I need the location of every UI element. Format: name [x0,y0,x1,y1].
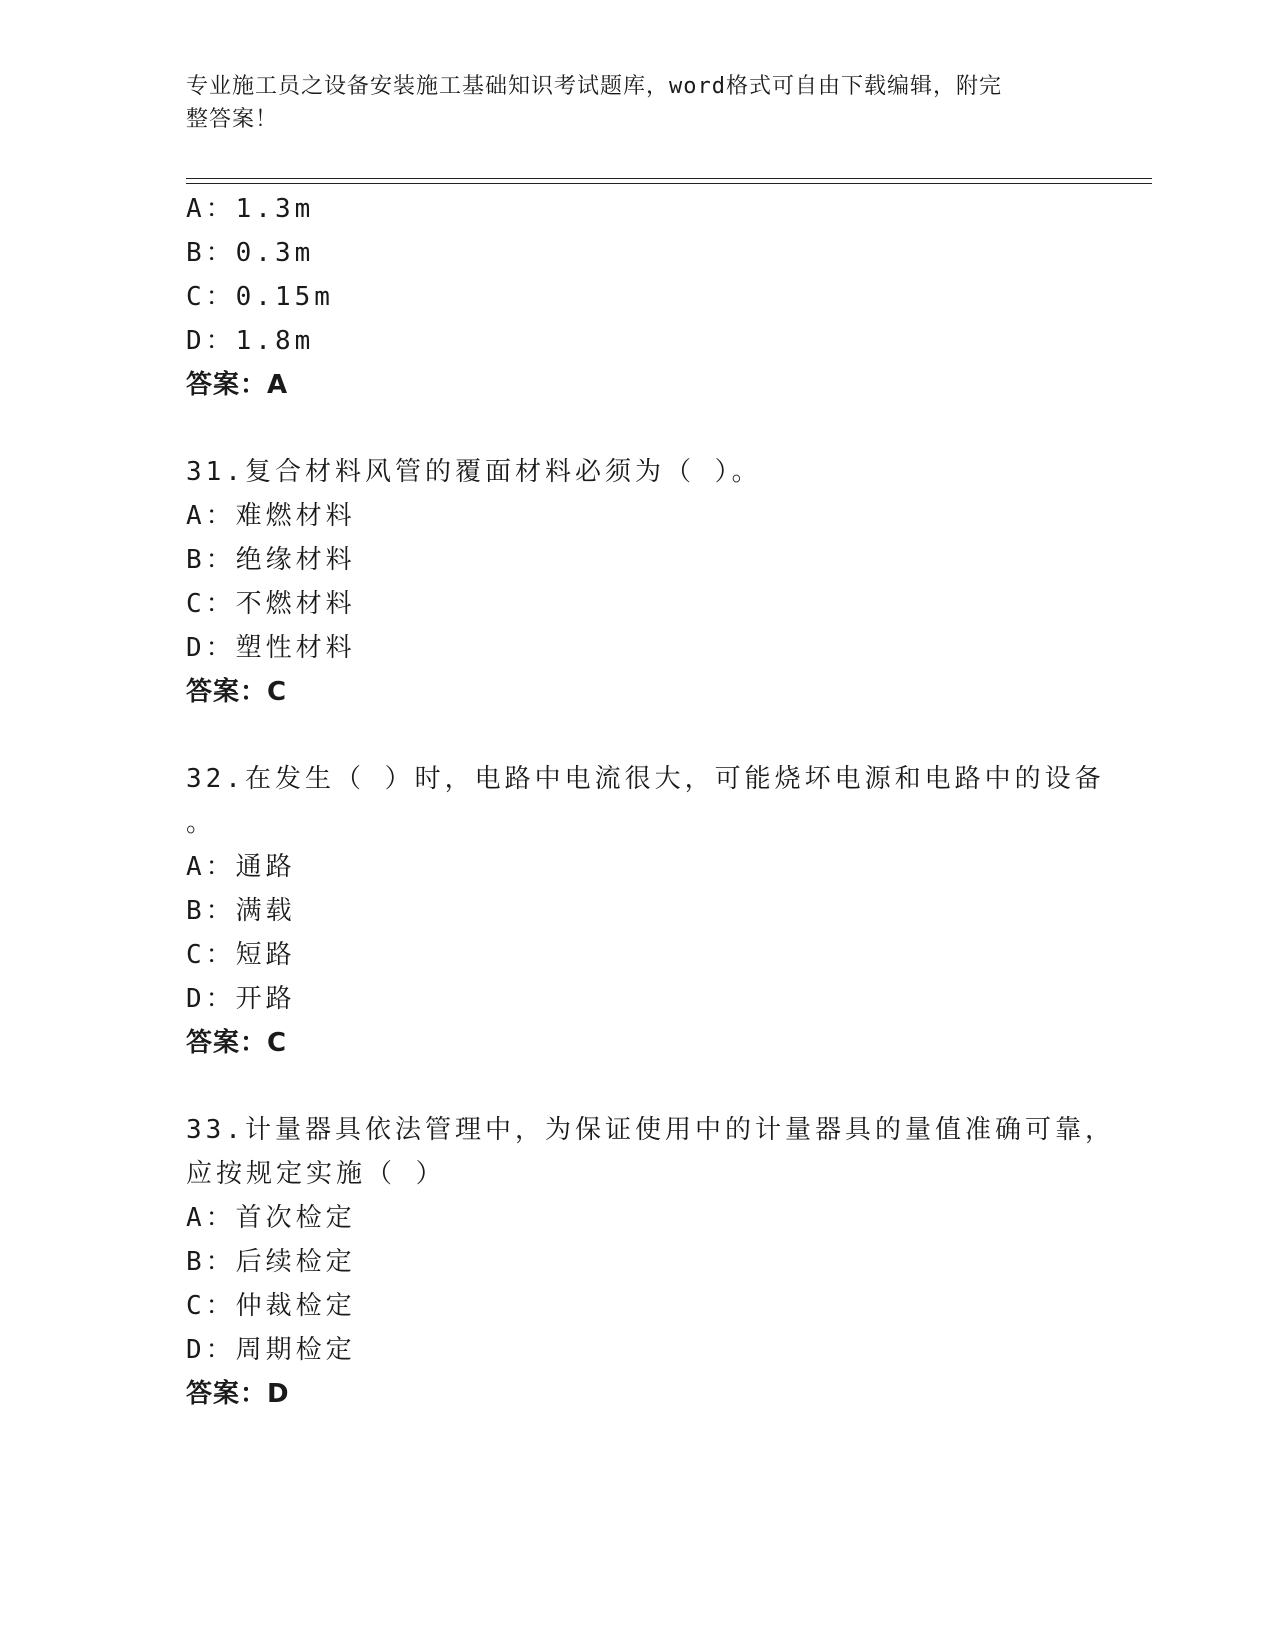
q33-answer: 答案：D [186,1379,290,1409]
document-header [186,70,1066,136]
q33-option-d: D：周期检定 [186,1335,356,1365]
q32-answer: 答案：C [186,1028,288,1058]
q32-option-c: C：短路 [186,940,296,970]
q31-option-b: B：绝缘材料 [186,545,356,575]
q30-option-c: C：0.15m [186,282,334,312]
q33-option-a: A：首次检定 [186,1203,356,1233]
q30-option-b: B：0.3m [186,238,315,268]
q32-option-b: B：满载 [186,896,296,926]
q32-question-line-2: 。 [186,808,217,838]
q33-option-b: B：后续检定 [186,1247,356,1277]
q32-option-a: A：通路 [186,852,296,882]
header-divider [186,178,1152,184]
q30-option-a: A：1.3m [186,194,315,224]
q31-question: 31.复合材料风管的覆面材料必须为（ ）。 [186,457,762,487]
header-line-2: 整答案！ [186,107,279,132]
q31-option-c: C：不燃材料 [186,589,356,619]
q31-option-d: D：塑性材料 [186,633,356,663]
q31-answer: 答案：C [186,677,288,707]
q32-option-d: D：开路 [186,984,296,1014]
q33-question-line-2: 应按规定实施（ ） [186,1159,446,1189]
q30-option-d: D：1.8m [186,326,315,356]
q33-option-c: C：仲裁检定 [186,1291,356,1321]
q30-answer: 答案：A [186,370,289,400]
q32-question-line-1: 32.在发生（ ）时，电路中电流很大，可能烧坏电源和电路中的设备 [186,764,1105,794]
q31-option-a: A：难燃材料 [186,501,356,531]
q33-question-line-1: 33.计量器具依法管理中，为保证使用中的计量器具的量值准确可靠， [186,1115,1115,1145]
header-line-1: 专业施工员之设备安装施工基础知识考试题库，word格式可自由下载编辑，附完 [186,74,1002,99]
